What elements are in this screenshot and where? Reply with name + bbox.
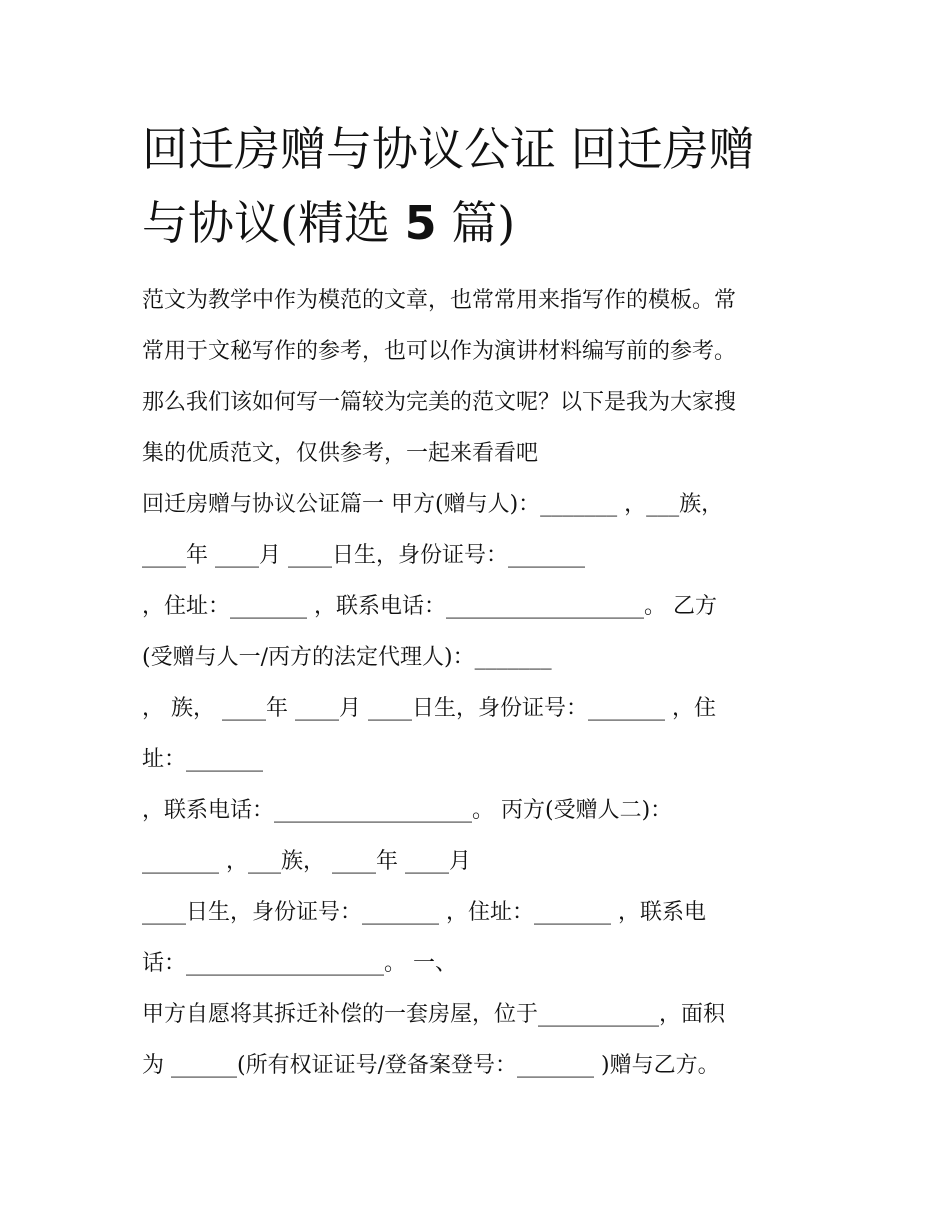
body-line: 址：_______	[142, 747, 264, 772]
title-line-2-text: 与协议(精选	[142, 196, 390, 250]
title-count: 5	[404, 196, 437, 250]
body-line: 甲方自愿将其拆迁补偿的一套房屋，位于___________，面积	[142, 1002, 726, 1027]
title-line-1: 回迁房赠与协议公证 回迁房赠	[142, 122, 755, 176]
body-line: ____日生，身份证号：_______ ，住址：_______ ，联系电	[142, 900, 706, 925]
body-line: _______ ，___族， ____年 ____月	[142, 849, 471, 874]
document-title	[142, 112, 842, 260]
body-line: 话：__________________。 一、	[142, 951, 457, 976]
title-line-2-suffix: 篇)	[451, 196, 516, 250]
title-line-2	[142, 186, 842, 260]
body-line: 常用于文秘写作的参考，也可以作为演讲材料编写前的参考。	[142, 339, 737, 364]
body-line: ____年 ____月 ____日生，身份证号：_______	[142, 543, 585, 568]
body-line: ，住址：_______ ，联系电话：__________________。 乙方	[142, 594, 717, 619]
body-line: 那么我们该如何写一篇较为完美的范文呢？以下是我为大家搜	[142, 390, 737, 415]
body-line: 为 ______(所有权证证号/登备案登号：_______ )赠与乙方。	[142, 1053, 720, 1078]
document-body	[142, 275, 822, 1091]
body-line: ， 族， ____年 ____月 ____日生，身份证号：_______ ，住	[142, 696, 716, 721]
body-line: 范文为教学中作为模范的文章，也常常用来指写作的模板。常	[142, 288, 737, 313]
body-line: ，联系电话：__________________。 丙方(受赠人二)：	[142, 798, 673, 823]
body-line: (受赠与人一/丙方的法定代理人)：_______	[142, 645, 552, 670]
body-line: 集的优质范文，仅供参考，一起来看看吧	[142, 441, 539, 466]
body-line: 回迁房赠与协议公证篇一 甲方(赠与人)：_______ ，___族，	[142, 492, 724, 517]
